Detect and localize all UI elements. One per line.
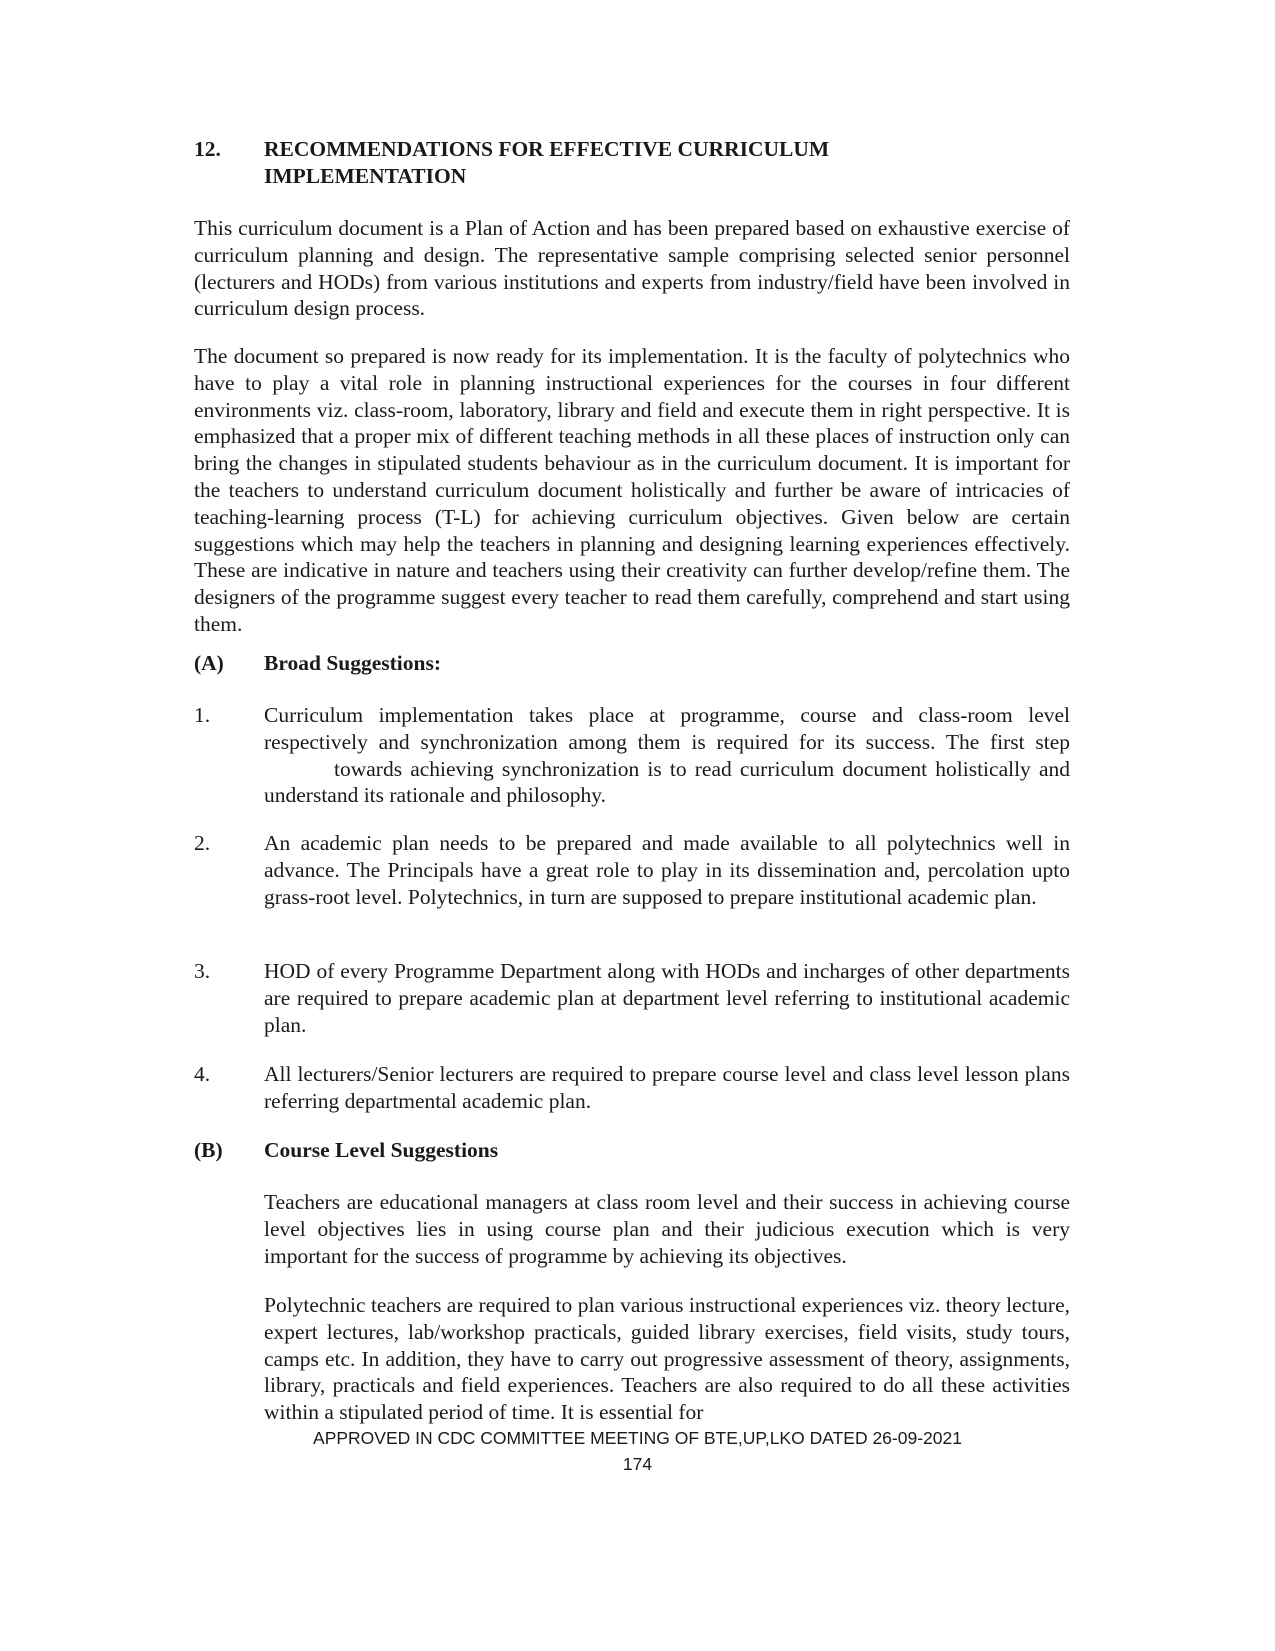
section-b-paragraph-2: Polytechnic teachers are required to plan various instructional experiences viz. theory lecture, expert lectures, lab/workshop practicals, guided library exercises, field visits, study tours, camps etc. In addition, they have to carry out progressive assessment of theory, assignments, library, practicals and field experiences. Teachers are also required to do all these activities within a stipulated period of time. It is essential for — [264, 1293, 1070, 1425]
list-item — [194, 958, 1070, 1038]
list-item — [194, 830, 1070, 910]
section-heading — [194, 136, 1070, 190]
list-item-number: 2. — [194, 831, 211, 855]
section-a-title: Broad Suggestions: — [264, 651, 442, 675]
list-item-text: HOD of every Programme Department along with HODs and incharges of other departments are required to prepare academic plan at department level referring to institutional academic plan. — [264, 959, 1070, 1037]
section-b-label: (B) — [194, 1138, 223, 1162]
list-item-text-part2: towards achieving synchronization is to read curriculum document holistically and understand its rationale and philosophy. — [264, 756, 1070, 808]
intro-paragraph-2: The document so prepared is now ready for its implementation. It is the faculty of polytechnics who have to play a vital role in planning instructional experiences for the courses in four different environments viz. class-room, laboratory, library and field and execute them in right perspective. It is emphasized that a proper mix of different teaching methods in all these places of instruction only can bring the changes in stipulated students behaviour as in the curriculum document. It is important for the teachers to understand curriculum document holistically and further be aware of intricacies of teaching-learning process (T-L) for achieving curriculum objectives. Given below are certain suggestions which may help the teachers in planning and designing learning experiences effectively. These are indicative in nature and teachers using their creativity can further develop/refine them. The designers of the programme suggest every teacher to read them carefully, comprehend and start using them. — [194, 344, 1070, 636]
section-a-heading — [194, 650, 1070, 677]
section-b-heading — [194, 1137, 1070, 1164]
list-item-number: 1. — [194, 703, 211, 727]
list-item — [194, 1061, 1070, 1115]
section-title: RECOMMENDATIONS FOR EFFECTIVE CURRICULUM IMPLEMENTATION — [264, 137, 830, 188]
list-item-number: 4. — [194, 1062, 211, 1086]
list-item-text: All lecturers/Senior lecturers are required to prepare course level and class level lesson plans referring departmental academic plan. — [264, 1062, 1070, 1113]
section-number: 12. — [194, 137, 221, 161]
intro-paragraph-1: This curriculum document is a Plan of Action and has been prepared based on exhaustive exercise of curriculum planning and design. The representative sample comprising selected senior personnel (lecturers and HODs) from various institutions and experts from industry/field have been involved in curriculum design process. — [194, 216, 1070, 321]
section-b-title: Course Level Suggestions — [264, 1138, 499, 1162]
section-b-paragraph-1: Teachers are educational managers at class room level and their success in achieving course level objectives lies in using course plan and their judicious execution which is very important for the success of programme by achieving its objectives. — [264, 1190, 1070, 1268]
list-item — [194, 702, 1070, 809]
page-number: 174 — [622, 1454, 653, 1474]
list-item-number: 3. — [194, 959, 211, 983]
list-item-text-part1: Curriculum implementation takes place at programme, course and class-room level respectively and synchronization among them is required for its success. The first step — [264, 703, 1070, 754]
section-a-label: (A) — [194, 651, 224, 675]
footer-approval: APPROVED IN CDC COMMITTEE MEETING OF BTE,UP,LKO DATED 26-09-2021 — [313, 1428, 962, 1448]
list-item-text — [264, 702, 1070, 809]
list-item-text: An academic plan needs to be prepared and made available to all polytechnics well in advance. The Principals have a great role to play in its dissemination and, percolation upto grass-root level. Polytechnics, in turn are supposed to prepare institutional academic plan. — [264, 831, 1070, 909]
